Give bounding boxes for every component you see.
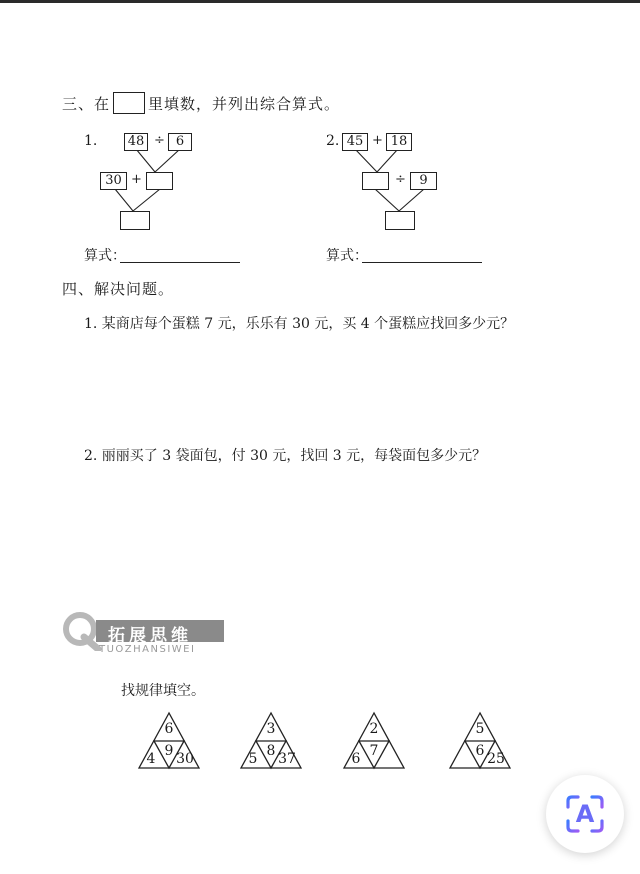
scan-text-button[interactable]: [546, 775, 624, 853]
problem-2-mid-operator: ÷: [395, 172, 406, 187]
question-2: 2. 丽丽买了 3 袋面包，付 30 元，找回 3 元，每袋面包多少元？: [84, 448, 487, 464]
problem-1-top-operator: ÷: [154, 133, 165, 148]
triangle-3-top: 2: [369, 721, 379, 737]
scan-letter: A: [575, 800, 595, 828]
section-3-suffix: 里填数，并列出综合算式。: [148, 95, 341, 113]
problem-1-number: 1.: [84, 133, 98, 149]
triangle-1-left: 4: [146, 751, 156, 767]
triangle-1-right: 30: [176, 751, 194, 767]
problem-1-top-left-box: 48: [124, 133, 148, 151]
section-4-heading: 四、解决问题。: [62, 280, 175, 298]
triangle-3-left: 6: [351, 751, 361, 767]
problem-1-mid-operator: +: [131, 172, 142, 187]
triangle-1-center: 9: [164, 743, 174, 759]
problem-2-number: 2.: [326, 133, 340, 149]
triangle-3-center: 7: [369, 743, 379, 759]
problem-2-formula-label: 算式：: [326, 248, 368, 264]
triangle-2-right: 37: [278, 751, 296, 767]
problem-1-mid-left-box: 30: [100, 172, 127, 190]
problem-1-formula-label: 算式：: [84, 248, 126, 264]
logo-chinese: 拓展思维: [108, 626, 192, 646]
triangle-2-top: 3: [266, 721, 276, 737]
problem-2-mid-right-box: 9: [410, 172, 437, 190]
triangle-4-right: 25: [487, 751, 505, 767]
extension-instruction: 找规律填空。: [121, 683, 205, 699]
triangle-4-center: 6: [475, 743, 485, 759]
triangle-2-center: 8: [266, 743, 276, 759]
triangle-1-top: 6: [164, 721, 174, 737]
problem-2-top-left-box: 45: [342, 133, 368, 151]
logo-english: TUOZHANSIWEI: [99, 644, 196, 655]
problem-1-top-right-box: 6: [168, 133, 192, 151]
section-3-prefix: 三、在: [62, 95, 111, 113]
triangle-4-top: 5: [475, 721, 485, 737]
triangle-2-left: 5: [248, 751, 258, 767]
problem-2-top-operator: +: [372, 133, 383, 148]
problem-2-top-right-box: 18: [386, 133, 412, 151]
question-1: 1. 某商店每个蛋糕 7 元，乐乐有 30 元，买 4 个蛋糕应找回多少元？: [84, 316, 515, 332]
